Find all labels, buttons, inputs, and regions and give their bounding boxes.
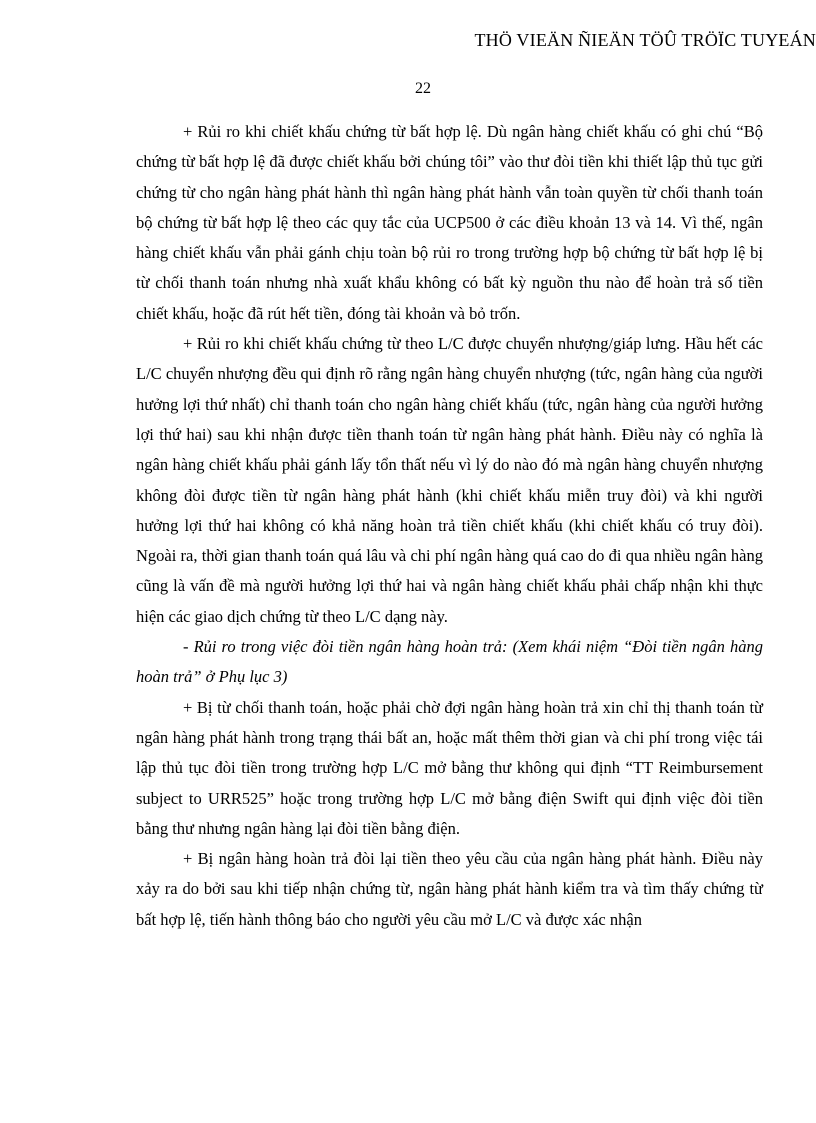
paragraph-payment-refusal: + Bị từ chối thanh toán, hoặc phải chờ đợi ngân hàng hoàn trả xin chỉ thị thanh toán từ ngân hàng phát hành trong trạng thái bất an, hoặc mất thêm thời gian và chi phí trong việc tái lập thủ tục đòi tiền trong trường hợp L/C mở bằng thư không qui định “TT Reimbursement subject to URR525” hoặc trong trường hợp L/C mở bằng điện Swift qui định việc đòi tiền bằng thư nhưng ngân hàng lại đòi tiền bằng điện.: [136, 697, 763, 838]
paragraph-discount-invalid-docs: + Rủi ro khi chiết khấu chứng từ bất hợp lệ. Dù ngân hàng chiết khấu có ghi chú “Bộ chứng từ bất hợp lệ đã được chiết khấu bởi chúng tôi” vào thư đòi tiền khi thiết lập thủ tục gửi chứng từ cho ngân hàng phát hành thì ngân hàng phát hành vẫn toàn quyền từ chối thanh toán bộ chứng từ bất hợp lệ theo các quy tắc của UCP500 ở các điều khoản 13 và 14. Vì thế, ngân hàng chiết khấu vẫn phải gánh chịu toàn bộ rủi ro trong trường hợp bộ chứng từ bất hợp lệ bị từ chối thanh toán nhưng nhà xuất khẩu không có bất kỳ nguồn thu nào để hoàn trả số tiền chiết khấu, hoặc đã rút hết tiền, đóng tài khoản và bỏ trốn.: [136, 122, 763, 323]
paragraph-transferable-lc: + Rủi ro khi chiết khấu chứng từ theo L/C được chuyển nhượng/giáp lưng. Hầu hết các L/C chuyển nhượng đều qui định rõ rằng ngân hàng chuyển nhượng (tức, ngân hàng của người hưởng lợi thứ nhất) chỉ thanh toán cho ngân hàng chiết khấu (tức, ngân hàng của người hưởng lợi thứ hai) sau khi nhận được tiền thanh toán từ ngân hàng phát hành. Điều này có nghĩa là ngân hàng chiết khấu phải gánh lấy tổn thất nếu vì lý do nào đó mà ngân hàng chuyển nhượng không đòi được tiền từ ngân hàng phát hành (khi chiết khấu miễn truy đòi) và khi người hưởng lợi thứ hai không có khả năng hoàn trả tiền chiết khấu (khi chiết khấu có truy đòi). Ngoài ra, thời gian thanh toán quá lâu và chi phí ngân hàng quá cao do đi qua nhiều ngân hàng cũng là vấn đề mà người hưởng lợi thứ hai và ngân hàng chiết khấu phải chấp nhận khi thực hiện các giao dịch chứng từ theo L/C dạng này.: [136, 334, 763, 626]
paragraph-reimbursement-heading: - Rủi ro trong việc đòi tiền ngân hàng hoàn trả: (Xem khái niệm “Đòi tiền ngân hàng hoàn trả” ở Phụ lục 3): [136, 637, 763, 687]
header-banner: THÖ VIEÄN ÑIEÄN TÖÛ TRÖÏC TUYEÁN: [474, 30, 816, 50]
paragraph-reimbursement-claim-back: + Bị ngân hàng hoàn trả đòi lại tiền theo yêu cầu của ngân hàng phát hành. Điều này xảy ra do bởi sau khi tiếp nhận chứng từ, ngân hàng phát hành kiểm tra và tìm thấy chứng từ bất hợp lệ, tiến hành thông báo cho người yêu cầu mở L/C và được xác nhận: [136, 849, 763, 929]
page-number: 22: [415, 80, 431, 97]
document-body: [136, 117, 763, 935]
